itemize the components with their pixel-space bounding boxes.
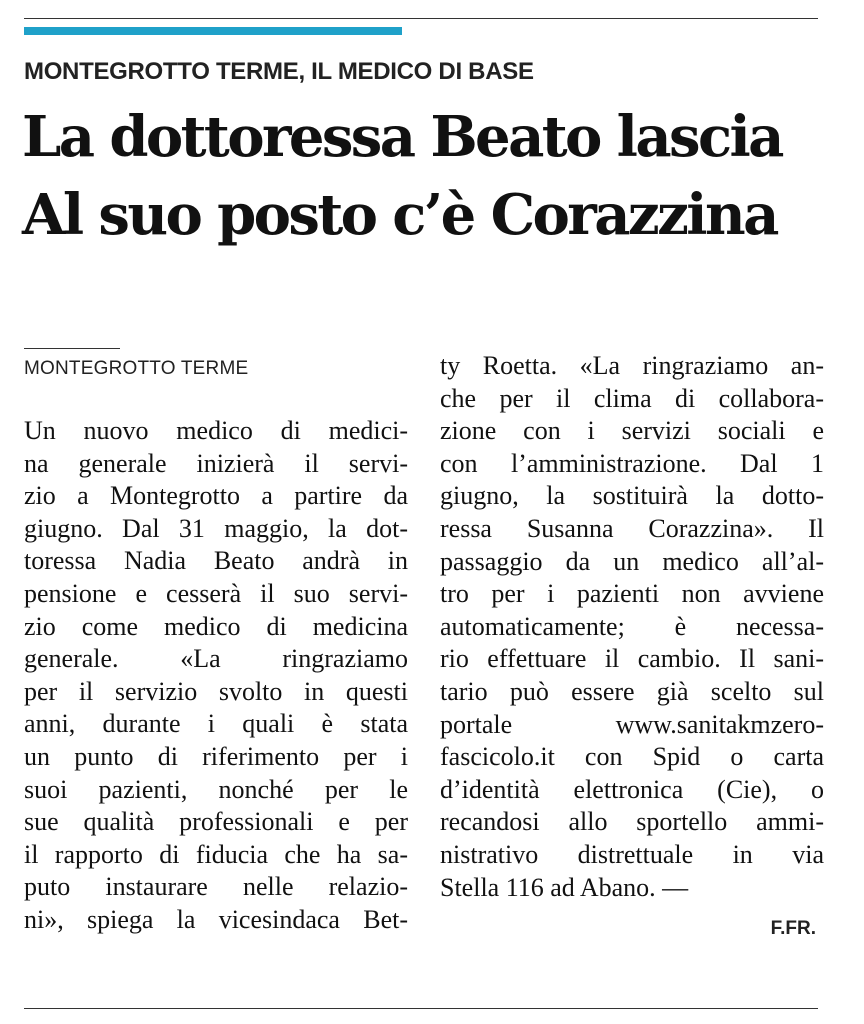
article-body-right-column — [440, 350, 824, 904]
body-line: automaticamente; è necessa- — [440, 611, 824, 641]
body-line: pensione e cesserà il suo servi- — [24, 578, 408, 608]
body-line: puto instaurare nelle relazio- — [24, 872, 408, 902]
body-line: sue qualità professionali e per — [24, 807, 408, 837]
body-line: il rapporto di fiducia che ha sa- — [24, 839, 408, 869]
bottom-rule — [24, 1008, 818, 1009]
article-body-left-column — [24, 415, 408, 937]
body-line: fascicolo.it con Spid o carta — [440, 742, 824, 772]
body-line: Stella 116 ad Abano. — — [440, 872, 689, 902]
top-rule — [24, 18, 818, 19]
body-line: tro per i pazienti non avviene — [440, 579, 824, 609]
body-line: per il servizio svolto in questi — [24, 676, 408, 706]
body-line: portale www.sanitakmzero- — [440, 709, 824, 739]
body-line: zio come medico di medicina — [24, 611, 408, 641]
body-line: un punto di riferimento per i — [24, 741, 408, 771]
article-location: MONTEGROTTO TERME — [24, 358, 249, 379]
headline-line-1: La dottoressa Beato lascia — [22, 104, 782, 170]
body-line: suoi pazienti, nonché per le — [24, 774, 408, 804]
body-line: che per il clima di collabora- — [440, 383, 824, 413]
body-line: giugno. Dal 31 maggio, la dot- — [24, 513, 408, 543]
article-byline: F.FR. — [770, 918, 816, 939]
headline-line-2: Al suo posto c’è Corazzina — [22, 182, 777, 248]
body-line: zio a Montegrotto a partire da — [24, 481, 408, 511]
body-line: Un nuovo medico di medici- — [24, 416, 408, 445]
location-rule — [24, 348, 120, 349]
body-line: ty Roetta. «La ringraziamo an- — [440, 351, 824, 380]
body-line: generale. «La ringraziamo — [24, 644, 408, 674]
body-line: ni», spiega la vicesindaca Bet- — [24, 904, 408, 934]
article-kicker: MONTEGROTTO TERME, IL MEDICO DI BASE — [24, 58, 534, 85]
body-line: recandosi allo sportello ammi- — [440, 807, 824, 837]
body-line: tario può essere già scelto sul — [440, 676, 824, 706]
body-line: ressa Susanna Corazzina». Il — [440, 513, 824, 543]
body-line: con l’amministrazione. Dal 1 — [440, 448, 824, 478]
body-line: passaggio da un medico all’al- — [440, 546, 824, 576]
article-headline — [22, 98, 842, 254]
body-line: nistrativo distrettuale in via — [440, 839, 824, 869]
body-line: d’identità elettronica (Cie), o — [440, 774, 824, 804]
body-line: na generale inizierà il servi- — [24, 448, 408, 478]
body-line: zione con i servizi sociali e — [440, 416, 824, 446]
body-line: anni, durante i quali è stata — [24, 709, 408, 739]
body-line: toressa Nadia Beato andrà in — [24, 546, 408, 576]
body-line: rio effettuare il cambio. Il sani- — [440, 644, 824, 674]
section-accent-bar — [24, 27, 402, 35]
body-line: giugno, la sostituirà la dotto- — [440, 481, 824, 511]
